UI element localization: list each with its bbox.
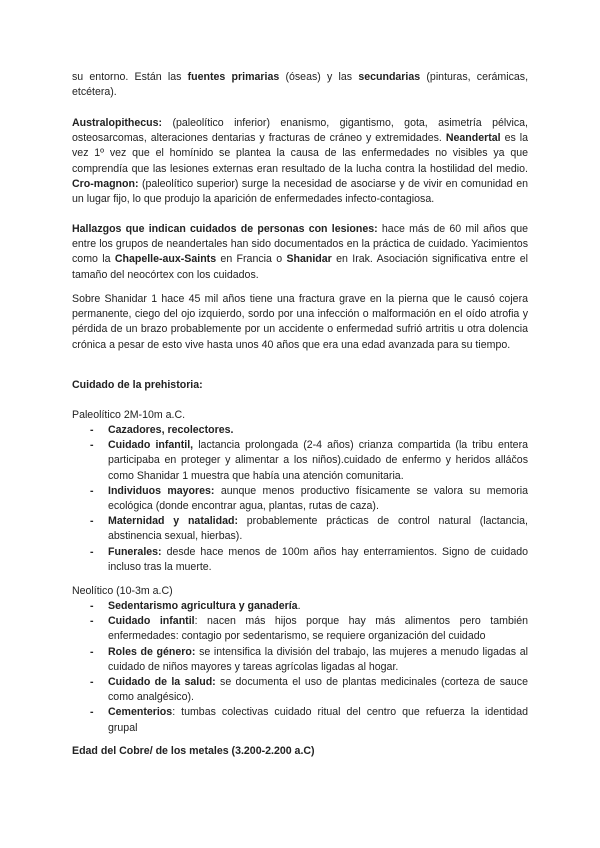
list-item-text: : nacen más hijos porque hay más alimentos pero también enfermedades: contagio por sedentarismo, se requiere organización del cuidado (108, 615, 528, 643)
secundarias-term: secundarias (358, 71, 421, 83)
shanidar-term: Shanidar (286, 253, 332, 266)
list-item-term: Cuidado de la salud: (108, 676, 216, 689)
list-bullet: - (90, 515, 94, 528)
list-bullet: - (90, 424, 94, 436)
neolitico-list-item (72, 705, 528, 735)
neolitico-list-item (72, 614, 528, 644)
list-item-term: Maternidad y natalidad: (108, 515, 238, 528)
list-item-term: Cuidado infantil (108, 615, 195, 628)
list-item-term: Funerales: (108, 545, 162, 558)
list-item-term: Cementerios (108, 706, 173, 719)
edad-metales-heading: Edad del Cobre/ de los metales (3.200-2.200 a.C) (72, 745, 315, 757)
neandertal-text: es la vez 1º vez que el homínido se plantea la causa de las enfermedades no visibles ya que comprendía que las lesiones externas eran resultado de la lucha contra la hostilidad del medio. (72, 132, 528, 175)
paleolitico-title: Paleolítico 2M-10m a.C. (72, 409, 186, 421)
paleolitico-list (72, 423, 528, 575)
list-bullet: - (90, 439, 94, 452)
cro-magnon-term: Cro-magnon: (72, 177, 139, 190)
intro-paragraph (72, 70, 528, 100)
neandertal-term: Neandertal (445, 132, 501, 145)
list-item-text: se intensifica la división del trabajo, las mujeres a menudo ligadas al cuidado de niños mayores y tareas agrícolas ligadas al hogar. (108, 645, 528, 673)
neolitico-list-item (72, 599, 528, 614)
chapelle-term: Chapelle-aux-Saints (114, 253, 217, 266)
list-item-term: Cazadores, recolectores. (108, 424, 234, 436)
list-item-term: Sedentarismo agricultura y ganadería (108, 600, 298, 612)
australopithecus-text: (paleolítico inferior) enanismo, gigantismo, gota, asimetría pélvica, osteosarcomas, alteraciones dentarias y fracturas de cráneo y extremidades. (72, 117, 528, 145)
paleolitico-list-item (72, 514, 528, 544)
australopithecus-term: Australopithecus: (72, 117, 163, 129)
list-item-text: se documenta el uso de plantas medicinales (corteza de sauce como analgésico). (108, 676, 528, 704)
cuidado-prehistoria-heading: Cuidado de la prehistoria: (72, 379, 203, 391)
hallazgos-text: hace más de 60 mil años que entre los grupos de neandertales han sido documentados en la práctica de cuidado. Yacimientos como la (72, 223, 528, 266)
list-bullet: - (90, 600, 94, 612)
neolitico-list (72, 599, 528, 736)
list-bullet: - (90, 484, 94, 497)
list-bullet: - (90, 645, 94, 658)
paleolitico-list-item (72, 423, 528, 438)
neolitico-list-item (72, 675, 528, 705)
hallazgos-text-3: en Irak. Asociación significativa entre el tamaño del neocórtex con los cuidados. (72, 253, 528, 281)
hallazgos-term: Hallazgos que indican cuidados de personas con lesiones: (72, 223, 378, 235)
neolitico-title: Neolítico (10-3m a.C) (72, 585, 173, 597)
list-item-text: aunque menos productivo físicamente se valora su memoria ecológica (donde encontrar agua, plantas, rutas de caza). (108, 484, 528, 513)
neolitico-list-item (72, 645, 528, 675)
list-item-term: Cuidado infantil, (108, 439, 194, 452)
intro-text-2: (óseas) y las (279, 71, 359, 83)
fuentes-primarias-term: fuentes primarias (187, 71, 280, 83)
list-bullet: - (90, 676, 94, 689)
list-item-text: desde hace menos de 100m años hay enterramientos. Signo de cuidado incluso tras la muerte. (108, 545, 528, 573)
shanidar-paragraph: Sobre Shanidar 1 hace 45 mil años tiene una fractura grave en la pierna que le causó cojera permanente, ciego del ojo izquierdo, sordo por una infección o malformación en el oído atrofia y pérdida de un brazo probablemente por un accidente o enfermedad sufrió artritis u otra dolencia crónica a pesar de esto vive hasta unos 40 años que era una edad avanzada para su tiempo. (72, 293, 528, 351)
cro-magnon-text: (paleolítico superior) surge la necesidad de asociarse y de vivir en comunidad en un lugar fijo, lo que produjo la aparición de enfermedades infecto-contagiosa. (72, 177, 528, 206)
list-item-text: : tumbas colectivas cuidado ritual del centro que refuerza la identidad grupal (108, 706, 528, 734)
paleolitico-list-item (72, 484, 528, 514)
australopithecus-paragraph (72, 116, 528, 207)
list-bullet: - (90, 706, 94, 719)
list-bullet: - (90, 545, 94, 558)
list-item-text: lactancia prolongada (2-4 años) crianza compartida (la tribu entera participaba en proteger y alimentar a los niños).cuidado de enfermo y heridos alláčos como Shanidar 1 muestra que había una atención comunitaria. (108, 439, 528, 482)
list-bullet: - (90, 615, 94, 628)
list-item-text: probablemente prácticas de control natural (lactancia, abstinencia sexual, hierbas). (108, 515, 528, 543)
list-item-term: Individuos mayores: (108, 484, 215, 497)
paleolitico-list-item (72, 545, 528, 575)
list-item-text: . (297, 600, 301, 612)
paleolitico-list-item (72, 438, 528, 484)
list-item-term: Roles de género: (108, 645, 196, 658)
hallazgos-paragraph (72, 222, 528, 283)
intro-text-3: (pinturas, cerámicas, etcétera). (72, 71, 529, 99)
hallazgos-text-2: en Francia o (216, 253, 287, 266)
intro-text: su entorno. Están las (72, 71, 188, 83)
